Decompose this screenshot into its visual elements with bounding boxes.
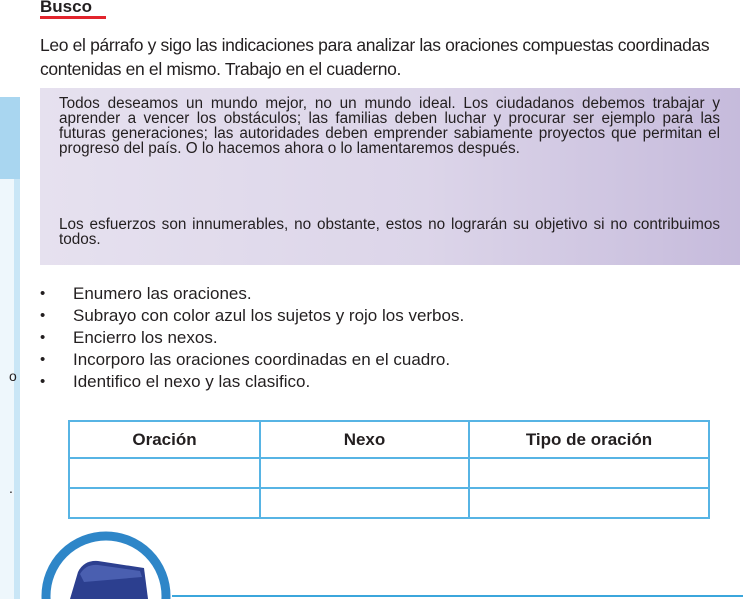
notebook-icon [40,530,172,599]
edge-mark-dot: . [9,480,13,496]
table-cell[interactable] [69,458,260,488]
table-cell[interactable] [260,458,469,488]
instruction-item [40,372,464,394]
table-cell[interactable] [469,458,709,488]
page-edge-strip [0,97,20,599]
instruction-item [40,306,464,328]
page-edge-panel [0,179,14,599]
bullet: • [40,351,46,368]
instruction-text: Enumero las oraciones. [73,284,252,303]
intro-text: Leo el párrafo y sigo las indicaciones para analizar las oraciones compuestas coordinadas contenidas en el mismo. Trabajo en el cuaderno. [40,35,710,79]
section-title [40,0,92,17]
instruction-text: Subrayo con color azul los sujetos y rojo los verbos. [73,306,465,325]
instruction-item [40,284,464,306]
table-header-tipo: Tipo de oración [469,421,709,458]
table-cell[interactable] [260,488,469,518]
answer-table [68,420,710,519]
section-title-text: Busco [40,0,92,16]
table-cell[interactable] [69,488,260,518]
footer-divider-line [172,595,743,597]
table-row [69,458,709,488]
table-header-oracion: Oración [69,421,260,458]
section-title-underline [40,16,106,19]
table-cell[interactable] [469,488,709,518]
reading-paragraph-2: Los esfuerzos son innumerables, no obstante, estos no lograrán su objetivo si no contribuimos todos. [59,216,720,248]
instruction-list [40,284,464,394]
page-edge-tab [0,97,20,179]
bullet: • [40,307,46,324]
table-row [69,488,709,518]
bullet: • [40,285,46,302]
bullet: • [40,373,46,390]
table-header-nexo: Nexo [260,421,469,458]
instruction-text: Encierro los nexos. [73,328,218,347]
reading-box [40,88,740,265]
table-header-row [69,421,709,458]
instruction-text: Incorporo las oraciones coordinadas en el cuadro. [73,350,451,369]
instruction-item [40,328,464,350]
edge-mark-letter: o [9,368,17,384]
bullet: • [40,329,46,346]
instruction-item [40,350,464,372]
reading-paragraph-1: Todos deseamos un mundo mejor, no un mundo ideal. Los ciudadanos debemos trabajar y aprender a vencer los obstáculos; las familias deben luchar y procurar ser ejemplo para las futuras generaciones; las autoridades deben emprender sabiamente proyectos que permitan el progreso del país. O lo hacemos ahora o lo lamentaremos después. [59,95,720,157]
instruction-text: Identifico el nexo y las clasifico. [73,372,311,391]
